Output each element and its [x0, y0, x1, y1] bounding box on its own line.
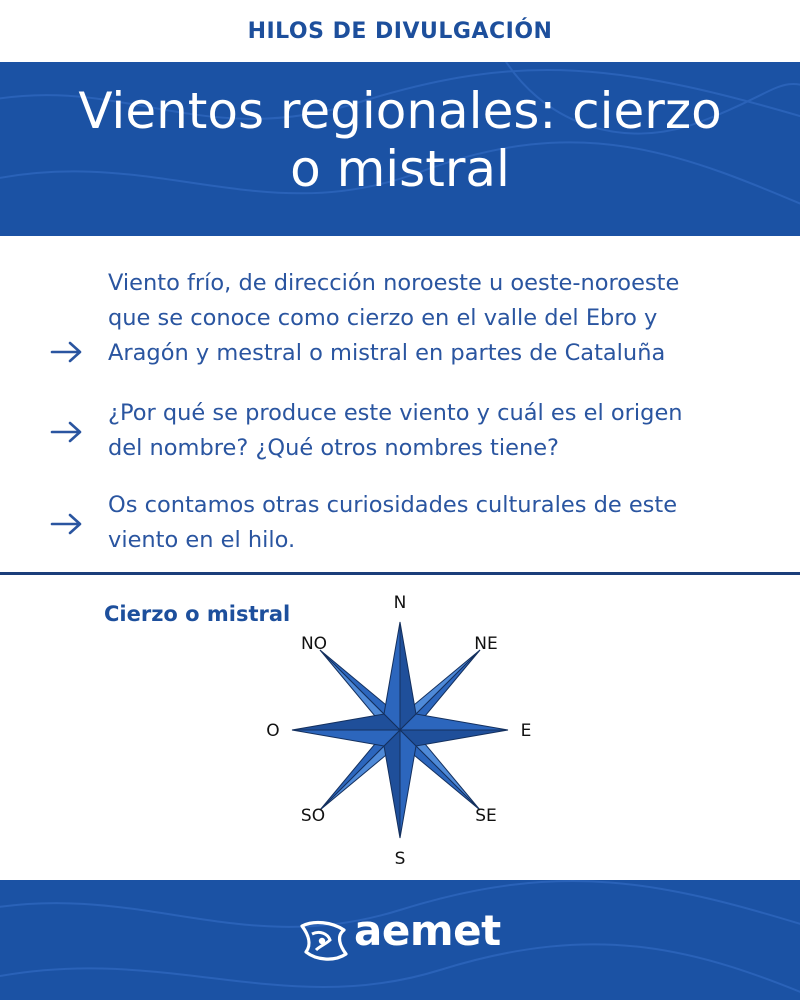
arrow-right-icon	[50, 340, 84, 364]
section-divider	[0, 572, 800, 575]
direction-label-n: N	[393, 593, 407, 613]
bullet-line: ¿Por qué se produce este viento y cuál es el origen	[108, 400, 683, 426]
bullet-line: del nombre? ¿Qué otros nombres tiene?	[108, 435, 559, 461]
arrow-right-icon	[50, 512, 84, 536]
direction-label-ne: NE	[474, 634, 498, 654]
page-title-line-2: o mistral	[290, 140, 510, 198]
compass-point-e	[400, 714, 508, 746]
bullet-line: Aragón y mestral o mistral en partes de Cataluña	[108, 340, 666, 366]
aemet-logo-text: aemet	[354, 906, 501, 955]
bullet-line: Os contamos otras curiosidades culturales de este	[108, 492, 678, 518]
bullet-line: Viento frío, de dirección noroeste u oeste-noroeste	[108, 270, 680, 296]
compass-point-n	[384, 622, 416, 730]
top-bar	[0, 0, 800, 62]
direction-label-no: NO	[300, 634, 328, 654]
direction-label-se: SE	[475, 806, 497, 826]
direction-label-so: SO	[300, 806, 326, 826]
bullet-text	[108, 488, 748, 558]
direction-label-s: S	[394, 849, 406, 869]
footer	[0, 880, 800, 1000]
page-title	[0, 82, 800, 198]
compass-title: Cierzo o mistral	[104, 602, 291, 626]
bullet-text	[108, 396, 748, 466]
title-banner	[0, 62, 800, 236]
compass-point-s	[384, 730, 416, 838]
bullet-line: viento en el hilo.	[108, 527, 296, 553]
page-title-line-1: Vientos regionales: cierzo	[78, 82, 722, 140]
bullet-text	[108, 266, 748, 371]
direction-label-o: O	[266, 721, 280, 741]
series-label: HILOS DE DIVULGACIÓN	[247, 18, 553, 44]
arrow-right-icon	[50, 420, 84, 444]
compass-rose	[0, 580, 800, 880]
direction-label-e: E	[520, 721, 532, 741]
compass-point-o	[292, 714, 400, 746]
bullet-line: que se conoce como cierzo en el valle del Ebro y	[108, 305, 658, 331]
